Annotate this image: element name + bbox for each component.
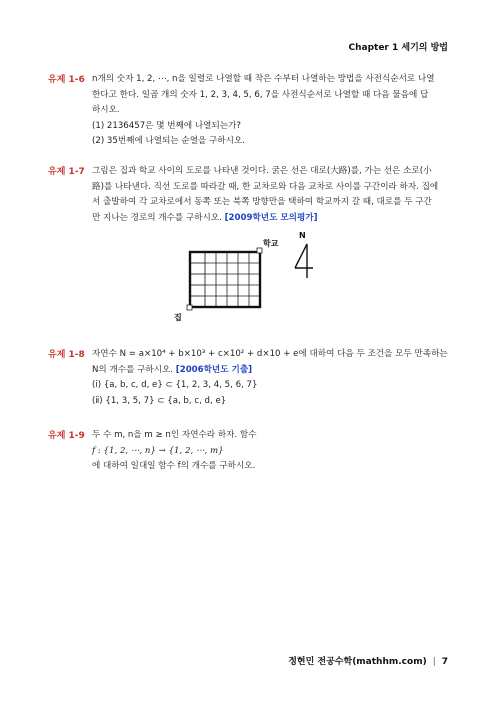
problem-text: n개의 숫자 1, 2, ⋯, n을 일렬로 나열할 때 작은 수부터 나열하는 방법을 사전식순서로 나열 [92,74,435,84]
problem-1-8 [48,347,458,409]
footer-separator: | [432,657,436,667]
road-grid [190,252,260,307]
problem-label: 유제 1-9 [48,431,85,441]
condition: (ⅱ) {1, 3, 5, 7} ⊂ {a, b, c, d, e} [92,395,227,406]
page-footer [288,654,448,667]
problem-text: 한다고 한다. 일곱 개의 숫자 1, 2, 3, 4, 5, 6, 7을 사전식순서로 나열할 때 다음 물음에 답 [92,89,429,100]
page-number: 7 [441,657,448,667]
sub-question: (2) 35번째에 나열되는 순열을 구하시오. [92,136,245,146]
north-label: N [299,232,306,240]
problem-label: 유제 1-7 [48,167,85,177]
problem-text: N의 개수를 구하시오. [92,364,174,375]
source-tag: [2006학년도 기출] [175,364,253,375]
problem-text: 만 지나는 경로의 개수를 구하시오. [92,212,222,223]
school-marker [257,248,262,253]
problem-text: 路)를 나타낸다. 직선 도로를 따라갈 때, 한 교차로와 다음 교차로 사이를 구간이라 하자. 집에 [92,181,439,192]
problem-text: 두 수 m, n을 m ≥ n인 자연수라 하자. 함수 [92,430,257,440]
sub-question: (1) 2136457은 몇 번째에 나열되는가? [92,120,241,131]
problem-text: 그림은 집과 학교 사이의 도로를 나타낸 것이다. 굵은 선은 대로(大路)를, 가는 선은 소로(小 [92,166,432,176]
source-tag: [2009학년도 모의평가] [224,212,318,223]
problem-text: 하시오. [92,105,120,115]
north-arrow-icon [295,232,313,278]
condition: (ⅰ) {a, b, c, d, e} ⊂ {1, 2, 3, 4, 5, 6, 7} [92,380,258,390]
problem-label: 유제 1-6 [48,75,85,85]
problem-1-6 [48,72,458,150]
problem-text: 자연수 N = a×10⁴ + b×10³ + c×10² + d×10 + e에 대하여 다음 두 조건을 모두 만족하는 [92,349,448,359]
problem-text: 서 출발하여 각 교차로에서 동쪽 또는 북쪽 방향만을 택하여 학교까지 갈 때, 대로를 두 구간 [92,197,432,207]
school-label: 학교 [263,239,279,248]
function-definition: f : {1, 2, ⋯, n} → {1, 2, ⋯, m} [92,445,224,456]
problem-label: 유제 1-8 [48,350,85,360]
home-marker [187,305,192,310]
road-map-figure [170,232,330,322]
chapter-title: Chapter 1 세기의 방법 [348,43,448,53]
author-credit: 정현민 전공수학(mathhm.com) [288,657,427,667]
problem-1-7 [48,164,458,226]
home-label: 집 [174,313,182,322]
problem-1-9 [48,428,458,475]
problem-text: 에 대하여 일대일 함수 f의 개수를 구하시오. [92,461,256,471]
